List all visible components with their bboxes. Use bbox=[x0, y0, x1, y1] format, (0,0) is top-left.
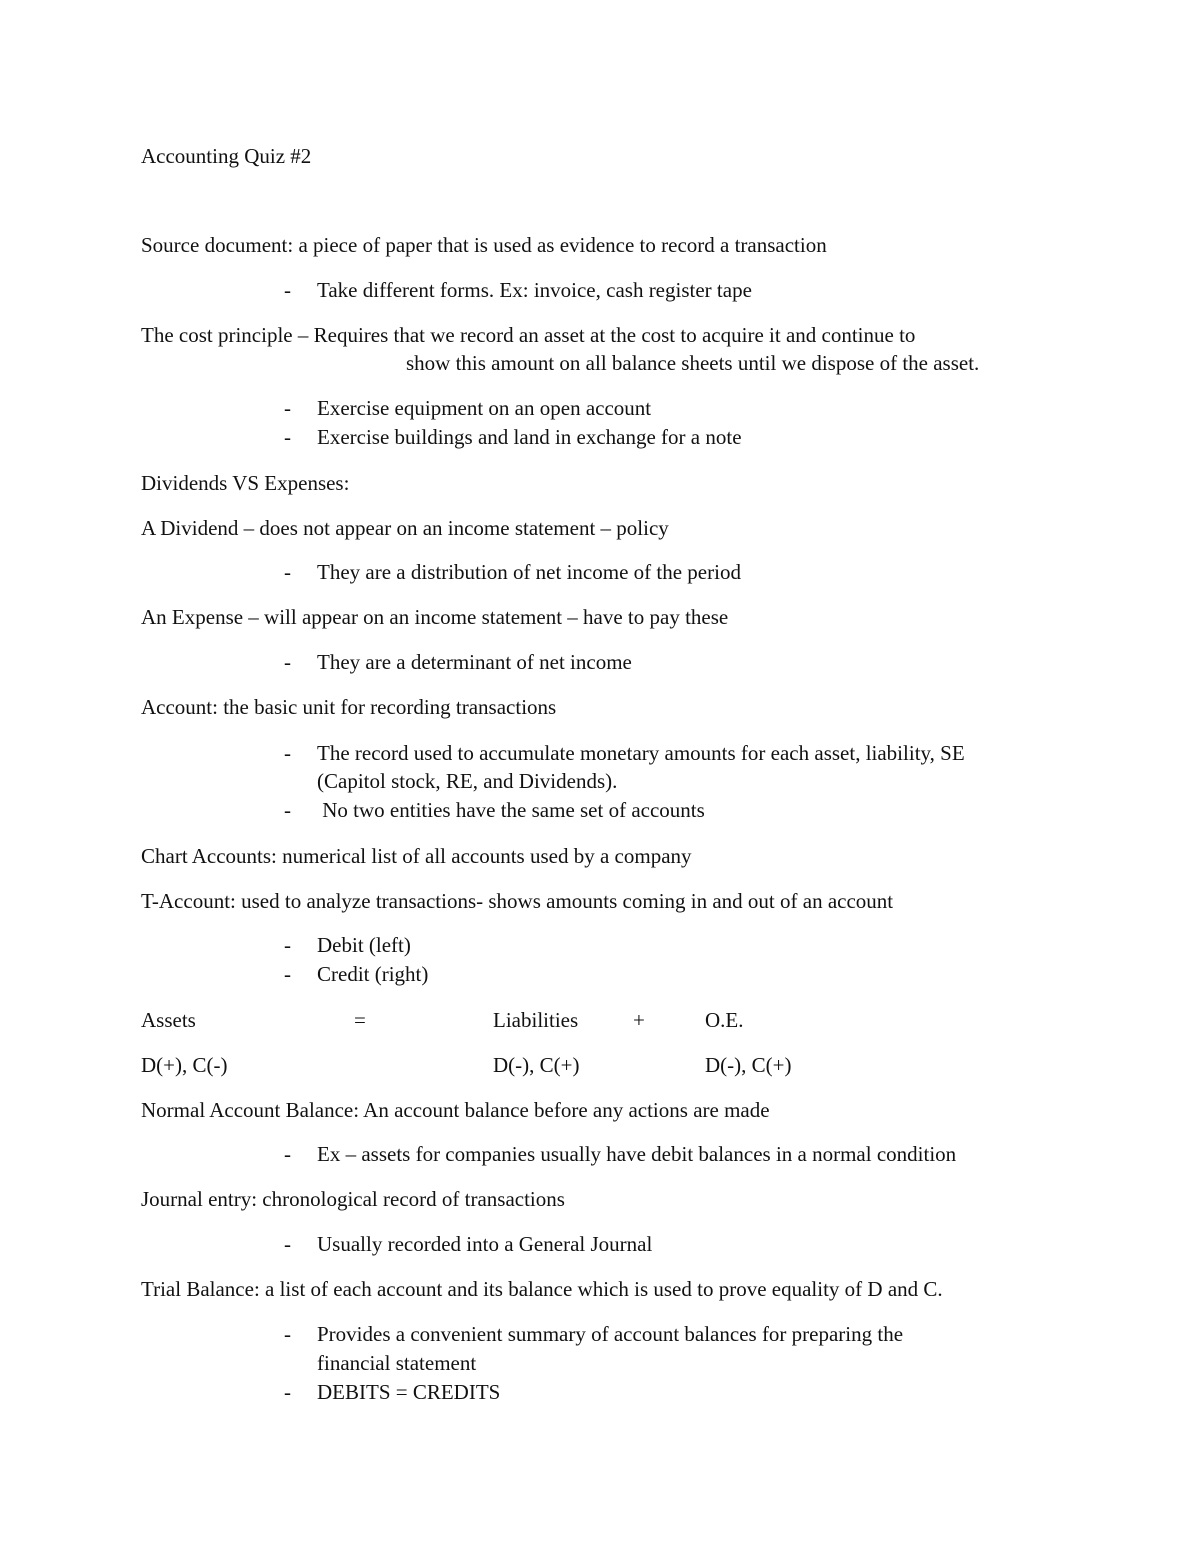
equation-assets: Assets bbox=[141, 1008, 196, 1032]
chart-accounts-definition: Chart Accounts: numerical list of all accounts used by a company bbox=[141, 844, 692, 868]
list-item: - Credit (right) bbox=[284, 962, 429, 986]
dividend-definition: A Dividend – does not appear on an income statement – policy bbox=[141, 516, 669, 540]
list-item: - They are a distribution of net income of the period bbox=[284, 560, 741, 584]
equation-plus: + bbox=[633, 1008, 645, 1032]
oe-rule: D(-), C(+) bbox=[705, 1053, 792, 1077]
journal-entry-definition: Journal entry: chronological record of transactions bbox=[141, 1187, 565, 1211]
equation-liabilities: Liabilities bbox=[493, 1008, 579, 1032]
list-item: - They are a determinant of net income bbox=[284, 650, 632, 674]
cost-principle-definition: The cost principle – Requires that we record an asset at the cost to acquire it and continue to bbox=[141, 323, 916, 347]
source-document-definition: Source document: a piece of paper that is used as evidence to record a transaction bbox=[141, 233, 827, 257]
list-item: - Take different forms. Ex: invoice, cash register tape bbox=[284, 278, 752, 302]
liabilities-rule: D(-), C(+) bbox=[493, 1053, 580, 1077]
list-item: - DEBITS = CREDITS bbox=[284, 1380, 501, 1404]
list-item: - Usually recorded into a General Journal bbox=[284, 1232, 653, 1256]
page-title: Accounting Quiz #2 bbox=[141, 144, 312, 168]
account-definition: Account: the basic unit for recording transactions bbox=[141, 695, 557, 719]
list-item: - Exercise equipment on an open account bbox=[284, 396, 652, 420]
expense-definition: An Expense – will appear on an income statement – have to pay these bbox=[141, 605, 729, 629]
equation-equals: = bbox=[354, 1008, 366, 1032]
t-account-definition: T-Account: used to analyze transactions- shows amounts coming in and out of an account bbox=[141, 889, 894, 913]
trial-balance-definition: Trial Balance: a list of each account and its balance which is used to prove equality of D and C. bbox=[141, 1277, 943, 1301]
list-item: - Ex – assets for companies usually have debit balances in a normal condition bbox=[284, 1142, 957, 1166]
list-item: - Provides a convenient summary of account balances for preparing the bbox=[284, 1322, 904, 1346]
list-item-continuation: financial statement bbox=[317, 1351, 477, 1375]
list-item: - Debit (left) bbox=[284, 933, 411, 957]
normal-balance-definition: Normal Account Balance: An account balance before any actions are made bbox=[141, 1098, 770, 1122]
list-item-continuation: (Capitol stock, RE, and Dividends). bbox=[317, 769, 618, 793]
equation-oe: O.E. bbox=[705, 1008, 744, 1032]
assets-rule: D(+), C(-) bbox=[141, 1053, 228, 1077]
section-heading: Dividends VS Expenses: bbox=[141, 471, 350, 495]
cost-principle-continuation: show this amount on all balance sheets until we dispose of the asset. bbox=[406, 351, 980, 375]
list-item: - No two entities have the same set of accounts bbox=[284, 798, 705, 822]
list-item: - The record used to accumulate monetary amounts for each asset, liability, SE bbox=[284, 741, 965, 765]
list-item: - Exercise buildings and land in exchange for a note bbox=[284, 425, 742, 449]
